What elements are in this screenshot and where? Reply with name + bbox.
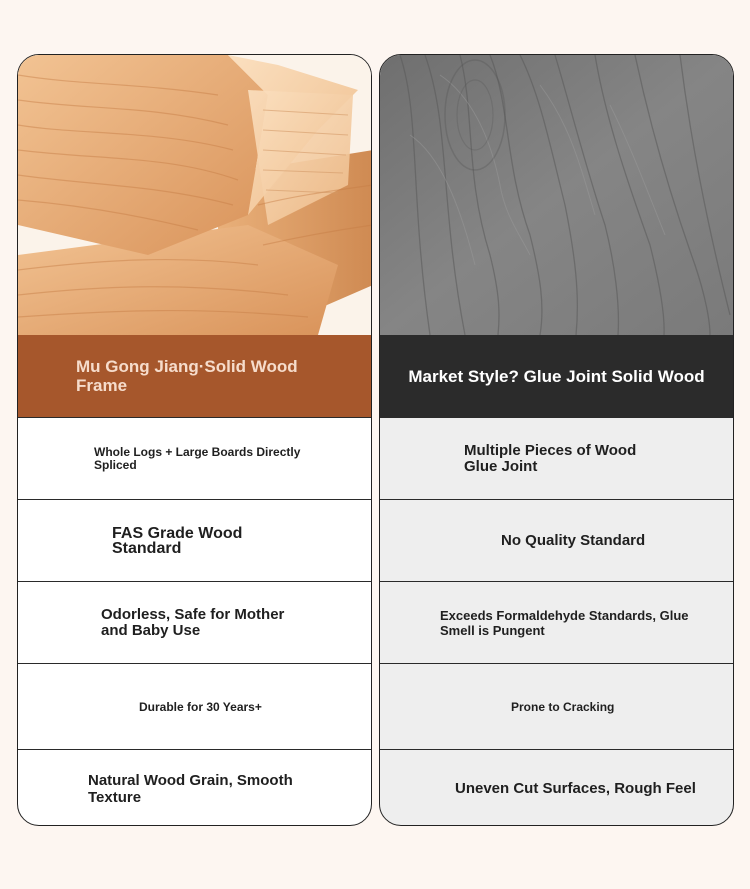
left-row-text: Durable for 30 Years+ [139, 699, 262, 714]
right-row-text: Uneven Cut Surfaces, Rough Feel [455, 779, 696, 797]
header-title: Mu Gong Jiang·Solid Wood Frame [76, 357, 298, 395]
glue-joint-wood-card [379, 54, 734, 826]
left-row-text: FAS Grade Wood Standard [112, 524, 243, 557]
glue-joint-wood-header [380, 335, 733, 417]
right-row-text: Prone to Cracking [511, 699, 615, 714]
left-row-4 [18, 663, 371, 749]
right-row-text: Multiple Pieces of Wood Glue Joint [464, 441, 637, 475]
right-row-1 [380, 417, 733, 499]
right-row-3 [380, 581, 733, 663]
left-row-5 [18, 749, 371, 826]
pine-timber-photo [18, 55, 371, 335]
gray-wood-grain-photo [380, 55, 733, 335]
solid-wood-frame-card [17, 54, 372, 826]
left-row-text: Odorless, Safe for Mother and Baby Use [101, 605, 285, 639]
right-row-2 [380, 499, 733, 581]
left-row-text: Natural Wood Grain, Smooth Texture [88, 771, 293, 806]
right-row-5 [380, 749, 733, 826]
left-row-text: Whole Logs + Large Boards Directly Spliced [94, 444, 301, 472]
right-row-text: Exceeds Formaldehyde Standards, Glue Smell is Pungent [440, 607, 689, 638]
left-row-3 [18, 581, 371, 663]
left-row-2 [18, 499, 371, 581]
right-row-4 [380, 663, 733, 749]
right-row-text: No Quality Standard [501, 531, 646, 549]
left-row-1 [18, 417, 371, 499]
header-title: Market Style? Glue Joint Solid Wood [408, 366, 705, 386]
solid-wood-frame-header [18, 335, 371, 417]
